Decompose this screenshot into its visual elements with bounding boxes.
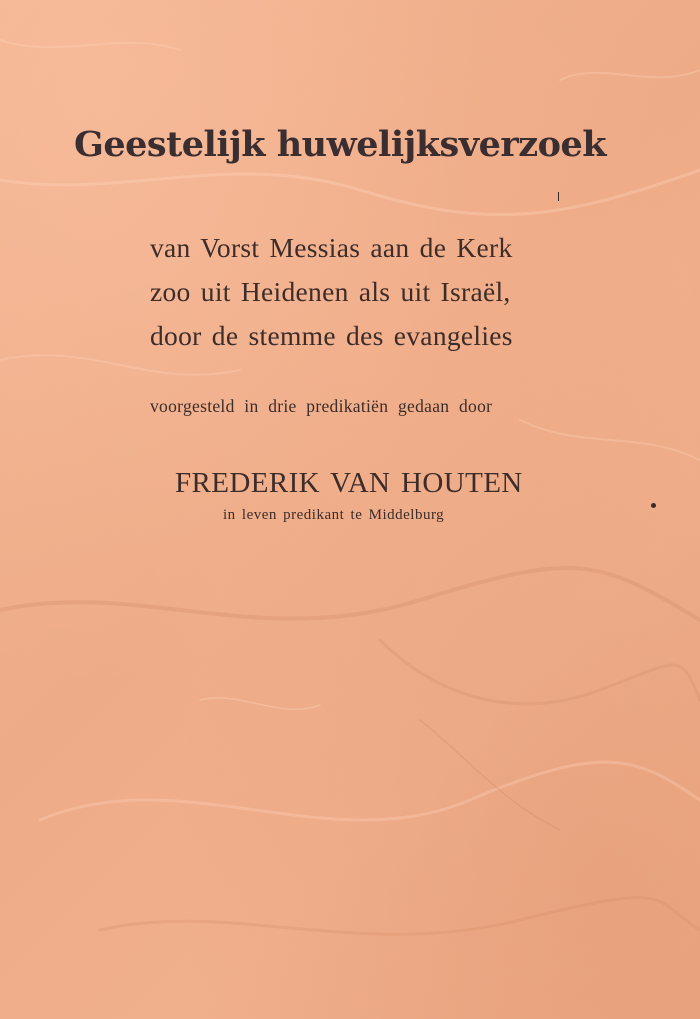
author-note: in leven predikant te Middelburg (223, 507, 445, 523)
author-name: FREDERIK VAN HOUTEN (175, 467, 523, 499)
subtitle-line: zoo uit Heidenen als uit Israël, (150, 276, 511, 307)
presented-line: voorgesteld in drie predikatiën gedaan door (150, 396, 493, 416)
ink-speck (651, 503, 656, 508)
subtitle-line: door de stemme des evangelies (150, 320, 513, 351)
book-subtitle (150, 226, 513, 358)
book-title: Geestelijk huwelijksverzoek (73, 124, 607, 165)
subtitle-line: van Vorst Messias aan de Kerk (150, 232, 513, 263)
ink-speck (558, 192, 559, 201)
